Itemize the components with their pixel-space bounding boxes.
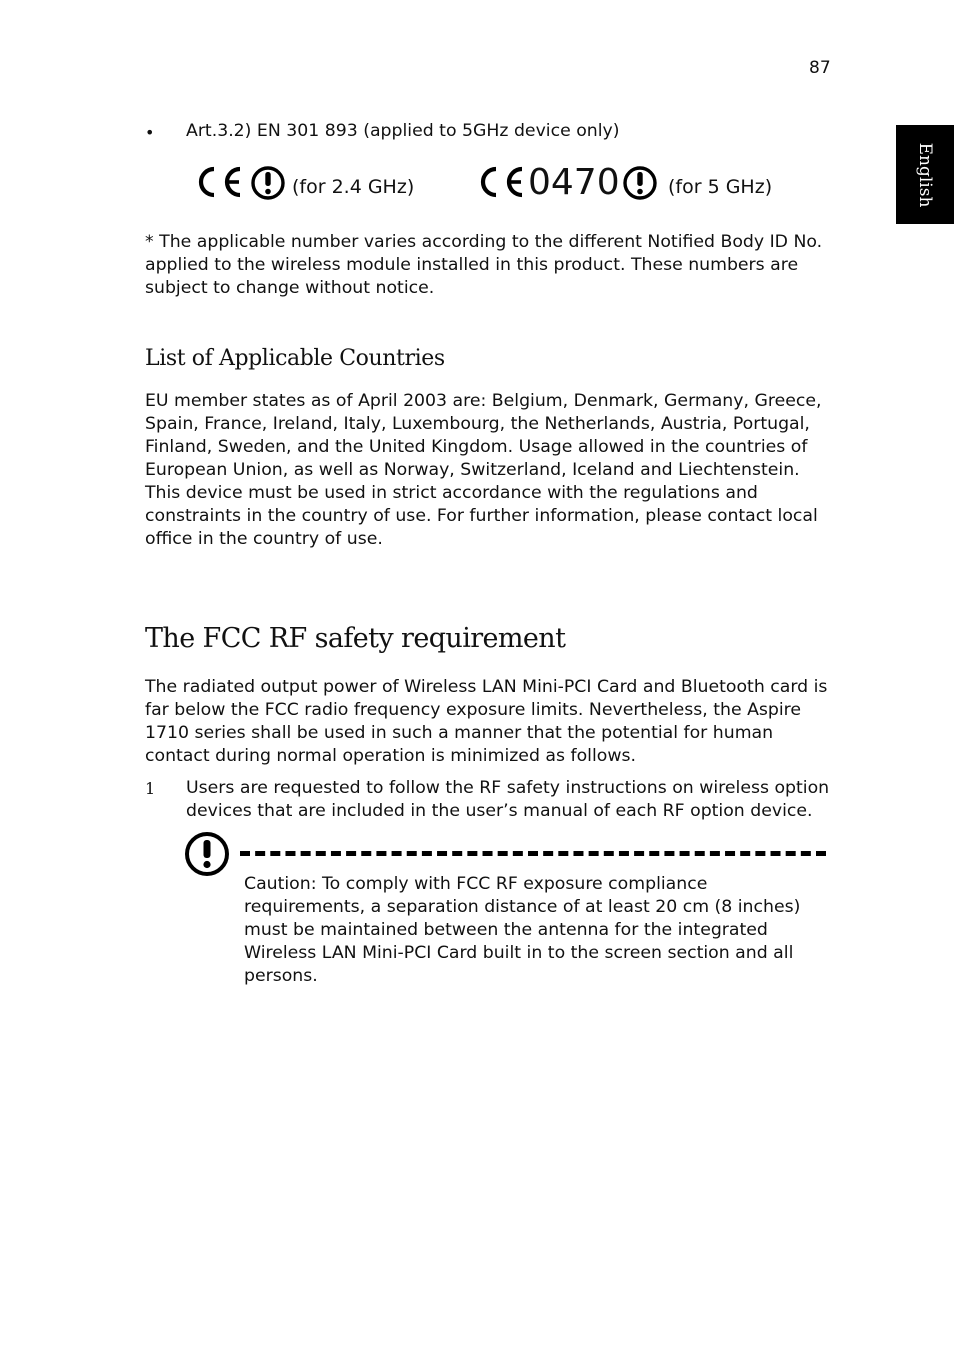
countries-paragraph: EU member states as of April 2003 are: Belgium, Denmark, Germany, Greece, Spain, France, Ireland, Italy, Luxembourg, the Netherlands, Austria, Portugal, Finland, Sweden, and the United Kingdom. Usage allowed in the countries of European Union, as well as Norway, Switzerland, Iceland and Liechtenstein. This device must be used in strict accordance with the regulations and constraints in the country of use. For further information, please contact local office in the country of use. (145, 391, 822, 549)
section-heading-countries: List of Applicable Countries (145, 346, 445, 371)
caution-label: Caution (244, 874, 311, 894)
ce-label-5ghz: (for 5 GHz) (668, 176, 773, 198)
ce-mark-icon (474, 163, 528, 201)
bullet-text: Art.3.2) EN 301 893 (applied to 5GHz device only) (186, 121, 620, 141)
section-heading-fcc: The FCC RF safety requirement (145, 623, 566, 654)
list-item-text: Users are requested to follow the RF safety instructions on wireless option devices that are included in the user’s manual of each RF option device. (186, 778, 830, 821)
ce-mark-icon (192, 163, 246, 201)
language-tab (896, 125, 954, 224)
list-item-number: 1 (145, 779, 156, 798)
caution-divider (240, 851, 826, 856)
notified-body-number: 0470 (528, 162, 620, 203)
caution-icon (184, 831, 230, 877)
language-tab-label: English (915, 142, 935, 207)
fcc-paragraph: The radiated output power of Wireless LAN Mini-PCI Card and Bluetooth card is far below the FCC radio frequency exposure limits. Nevertheless, the Aspire 1710 series shall be used in such a manner that the potential for human contact during normal operation is minimized as follows. (145, 677, 828, 766)
bullet-marker: • (145, 123, 155, 142)
caution-note (244, 873, 824, 988)
footnote: * The applicable number varies according to the different Notified Body ID No. applied to the wireless module installed in this product. These numbers are subject to change without notice. (145, 232, 823, 298)
ce-label-2-4ghz: (for 2.4 GHz) (292, 176, 415, 198)
caution-text: : To comply with FCC RF exposure compliance requirements, a separation distance of at least 20 cm (8 inches) must be maintained between the antenna for the integrated Wireless LAN Mini-PCI Card built in to the screen section and all persons. (244, 874, 801, 986)
alert-circle-icon (622, 165, 658, 201)
alert-circle-icon (250, 165, 286, 201)
page-number: 87 (809, 58, 831, 78)
